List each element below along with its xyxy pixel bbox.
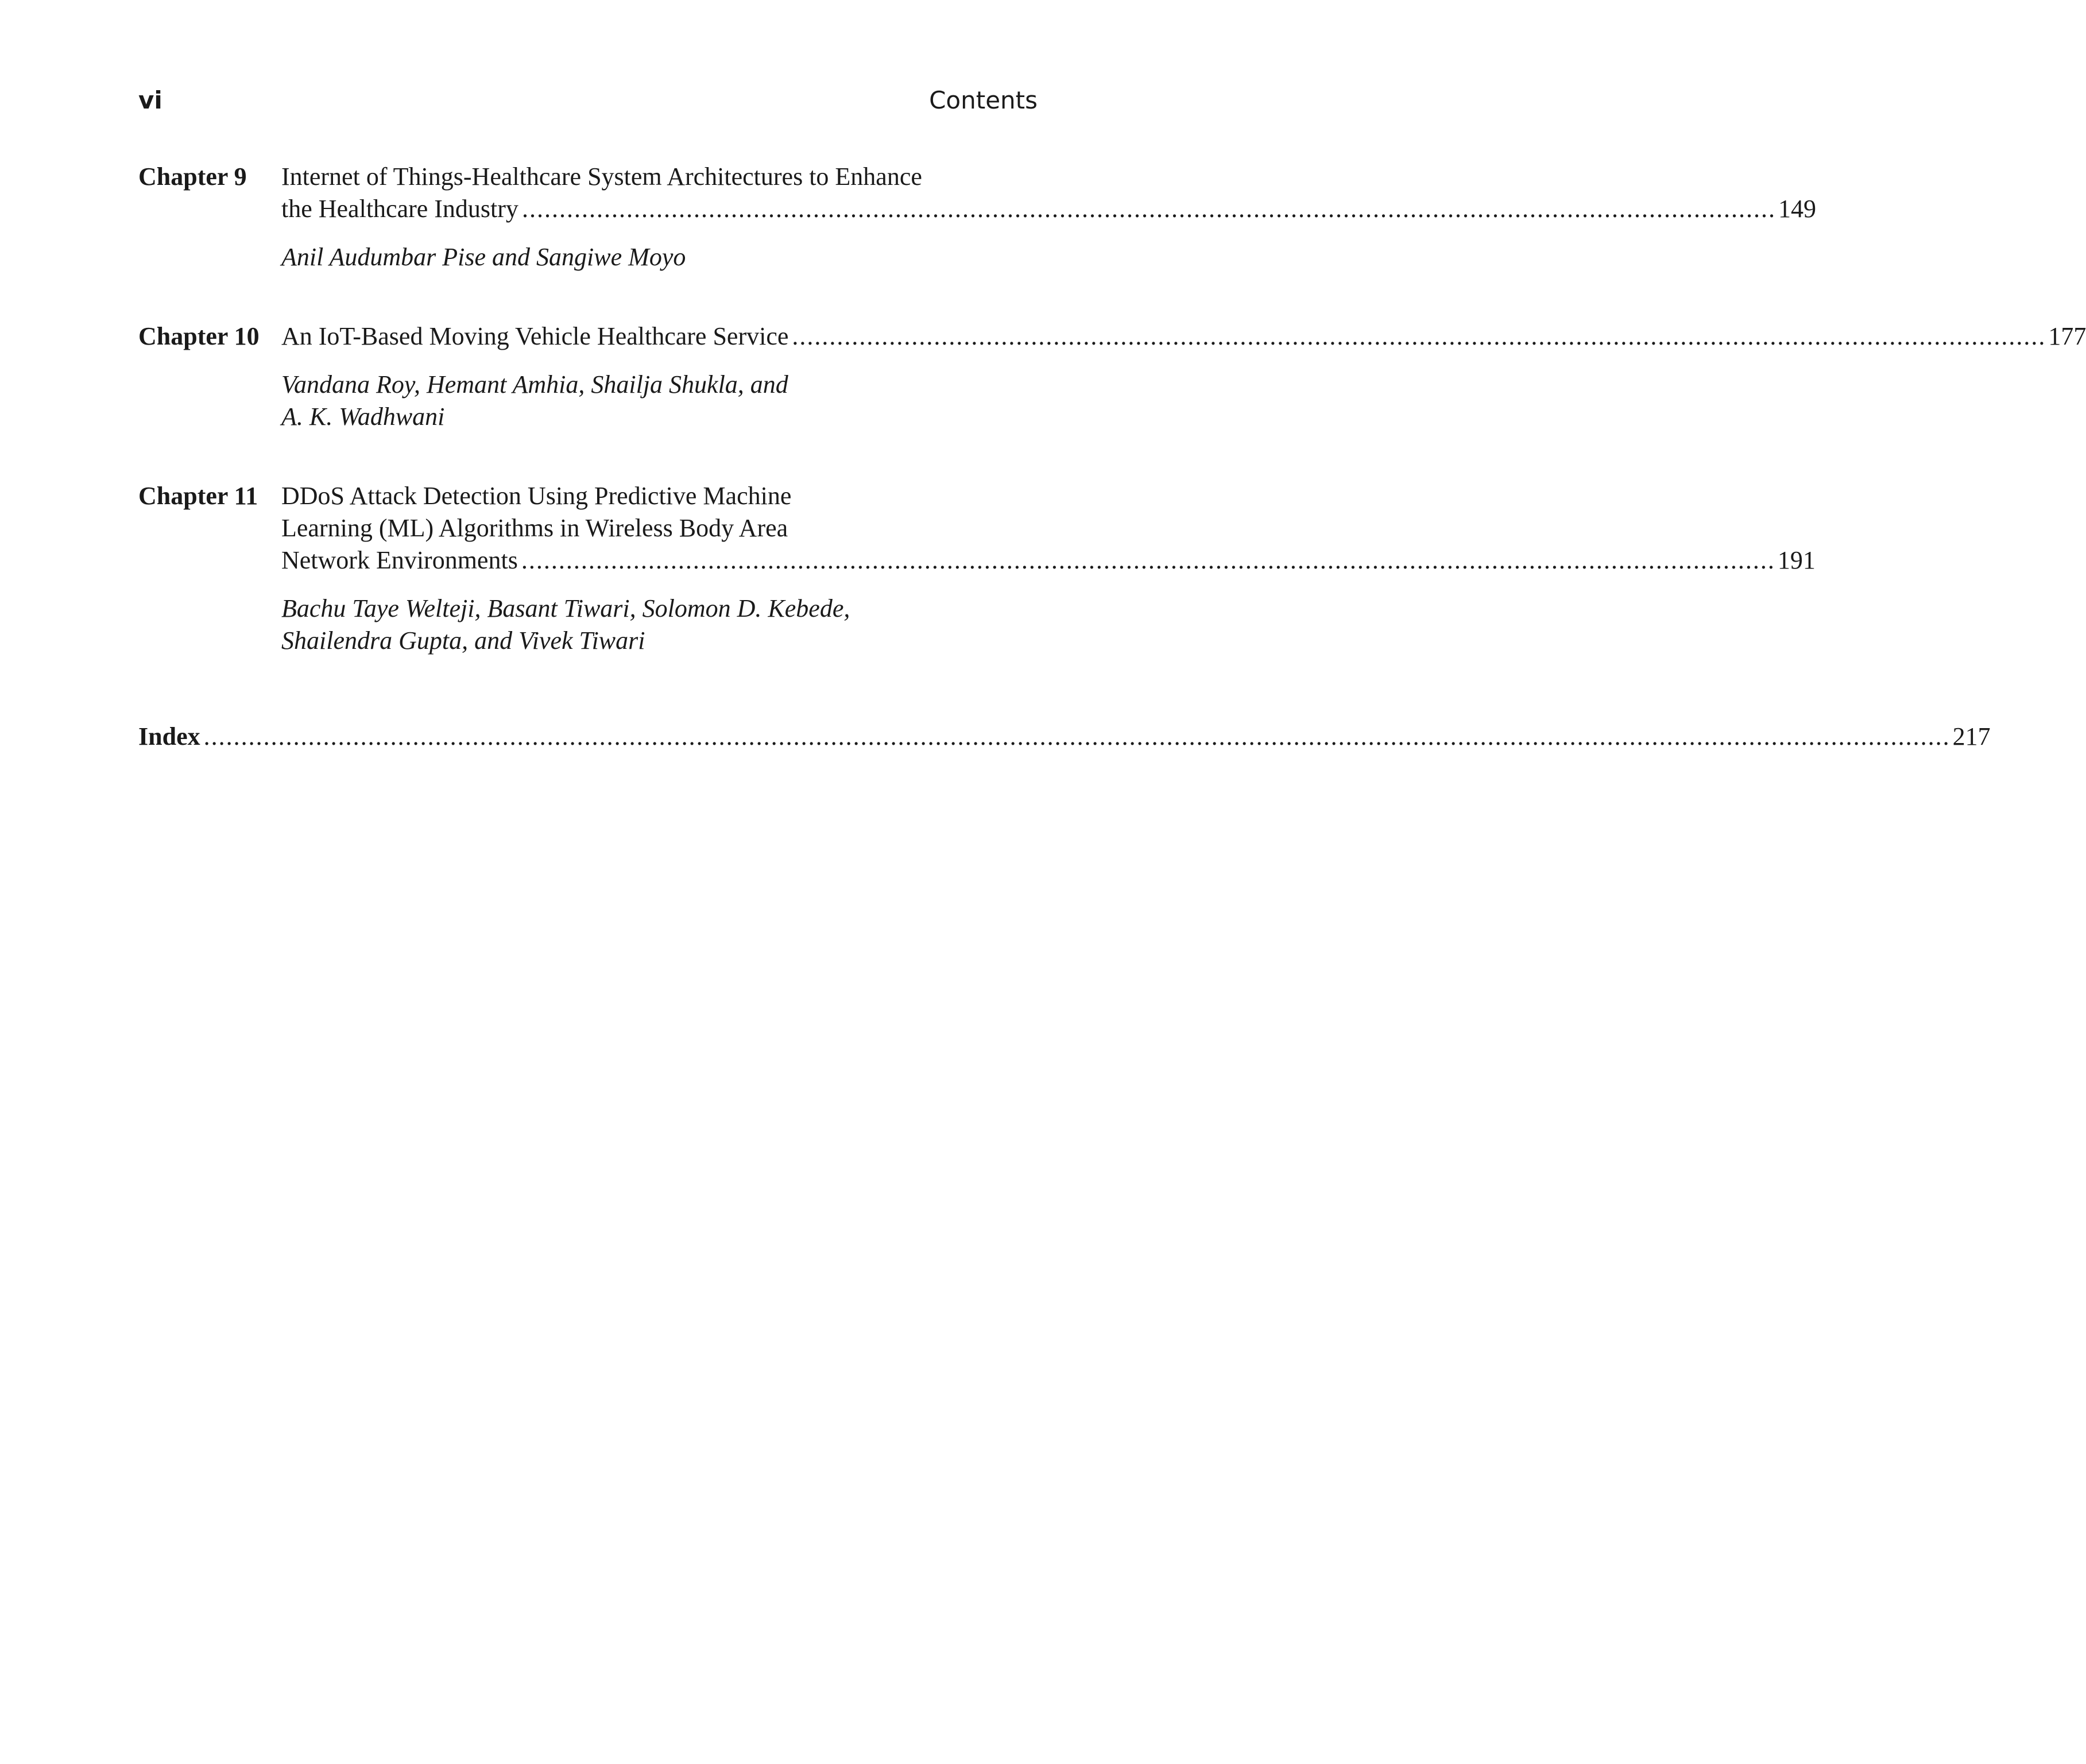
running-header: [138, 86, 1038, 121]
chapter-body: [281, 480, 1816, 657]
author-line: Vandana Roy, Hemant Amhia, Shailja Shukla, and: [281, 370, 788, 399]
index-label: Index: [138, 722, 200, 751]
page-number: 149: [1778, 195, 1816, 223]
page-number: 217: [1952, 722, 1991, 751]
chapter-authors: [281, 593, 1031, 657]
chapter-body: [281, 161, 1816, 273]
author-line: Bachu Taye Welteji, Basant Tiwari, Solomon D. Kebede,: [281, 594, 850, 622]
running-title: Contents: [929, 86, 1038, 114]
chapter-title-line: Internet of Things-Healthcare System Architectures to Enhance: [281, 163, 922, 191]
chapter-label: Chapter 9: [138, 163, 247, 191]
dot-leader: ..........................................................................................................................................................................................................................................: [203, 722, 1950, 751]
chapter-title-line: DDoS Attack Detection Using Predictive Machine: [281, 482, 792, 510]
author-line: Shailendra Gupta, and Vivek Tiwari: [281, 626, 645, 655]
chapter-authors: [281, 369, 1031, 433]
page-number: 177: [2048, 322, 2086, 350]
page-folio: vi: [138, 86, 162, 114]
chapter-title-leader-line: [281, 193, 1816, 225]
chapter-authors: [281, 241, 1031, 273]
chapter-title-leader-line: [281, 544, 1816, 577]
dot-leader: ........................................................................................................................................................................: [792, 322, 2046, 350]
chapter-title-leader-line: [281, 320, 2086, 353]
chapter-label: Chapter 10: [138, 322, 260, 350]
chapter-body: [281, 320, 2086, 433]
dot-leader: ........................................................................................................................................................................: [521, 546, 1775, 574]
dot-leader: ........................................................................................................................................................................: [521, 195, 1776, 223]
contents-page: [138, 0, 2086, 1764]
chapter-title-line: Learning (ML) Algorithms in Wireless Body Area: [281, 514, 788, 542]
chapter-title-line: the Healthcare Industry: [281, 195, 518, 223]
chapter-title-line: An IoT-Based Moving Vehicle Healthcare Service: [281, 322, 789, 350]
chapter-title-line: Network Environments: [281, 546, 518, 574]
page-number: 191: [1777, 546, 1816, 574]
chapter-label: Chapter 11: [138, 482, 258, 510]
author-line: A. K. Wadhwani: [281, 403, 445, 431]
toc-entry-index[interactable]: [138, 721, 1991, 753]
author-line: Anil Audumbar Pise and Sangiwe Moyo: [281, 243, 686, 271]
